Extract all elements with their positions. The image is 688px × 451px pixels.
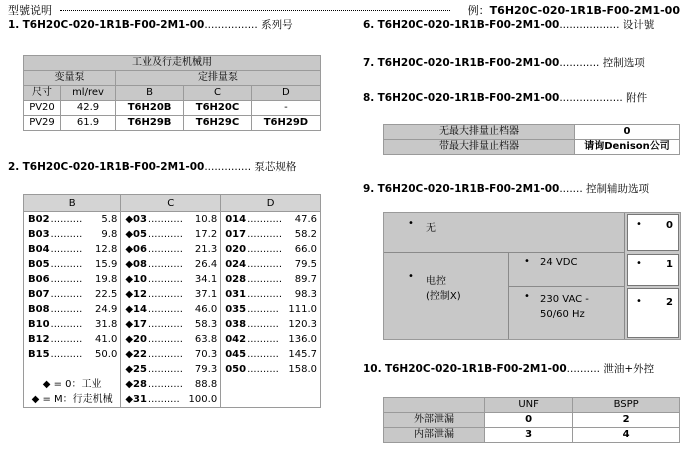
size-code: ◆25	[125, 364, 147, 375]
size-cell	[121, 212, 221, 228]
size-code: ◆31	[125, 394, 147, 405]
size-cell	[221, 302, 321, 317]
aux-elec-label: 电控	[426, 276, 446, 287]
leader-dots: ...........	[147, 214, 183, 225]
size-cell	[221, 227, 321, 242]
size-code: B07	[28, 289, 50, 300]
aux-none-label: 无	[426, 223, 436, 234]
aux-none-code: 0	[666, 220, 673, 231]
section-number: 8.	[363, 92, 375, 104]
section-code: T6H20C-020-1R1B-F00-2M1-00	[22, 161, 205, 173]
bullet-icon: •	[408, 271, 414, 282]
size-entry	[24, 212, 120, 227]
size-value: 63.8	[194, 334, 218, 345]
table-row	[24, 332, 321, 347]
fixed-pump-header: 定排量泵	[116, 71, 321, 86]
size-entry	[121, 392, 220, 407]
leader-dots: ...........	[147, 229, 183, 240]
aux-230v-code: 2	[666, 297, 673, 308]
size-code: ◆06	[125, 244, 147, 255]
leader-dots: ...........	[147, 334, 183, 345]
size-entry	[221, 302, 320, 317]
leader-dots: ...........	[247, 289, 283, 300]
size-cell	[221, 362, 321, 377]
table-row	[24, 242, 321, 257]
size-entry	[24, 272, 120, 287]
size-value: 5.8	[101, 214, 118, 225]
aux-24v-label: 24 VDC	[540, 257, 578, 268]
table-cell: T6H29D	[251, 116, 320, 131]
header-leader-dots	[60, 10, 450, 11]
sub-header: 尺寸	[24, 86, 61, 101]
header-title: 型號说明	[8, 4, 52, 17]
size-code: B06	[28, 274, 50, 285]
size-entry	[121, 317, 220, 332]
section-code: T6H20C-020-1R1B-F00-2M1-00	[377, 57, 560, 69]
section-dots: ...................	[559, 92, 623, 104]
size-value: 136.0	[288, 334, 317, 345]
size-entry	[24, 332, 120, 347]
size-code: B02	[28, 214, 50, 225]
size-entry	[221, 242, 320, 257]
table-cell: 请询Denison公司	[575, 140, 680, 155]
size-code: B15	[28, 349, 50, 360]
section-label: 设计號	[622, 19, 655, 31]
size-value: 98.3	[294, 289, 317, 300]
size-code: B12	[28, 334, 50, 345]
section-8-title	[363, 90, 647, 105]
size-entry	[221, 362, 320, 377]
table-row	[24, 272, 321, 287]
table-row	[24, 362, 321, 377]
section-10-title	[363, 361, 654, 376]
leader-dots: ...........	[147, 379, 183, 390]
size-cell	[121, 272, 221, 287]
size-entry	[121, 212, 220, 227]
leader-dots: ...........	[147, 364, 183, 375]
section-code: T6H20C-020-1R1B-F00-2M1-00	[377, 183, 560, 195]
size-cell	[221, 332, 321, 347]
size-code: B08	[28, 304, 50, 315]
size-cell	[121, 332, 221, 347]
section-number: 10.	[363, 363, 382, 375]
size-value: 21.3	[194, 244, 218, 255]
section-7-title	[363, 55, 645, 70]
size-code: ◆12	[125, 289, 147, 300]
leader-dots: ..........	[50, 214, 83, 225]
table-row	[384, 125, 680, 140]
section-9-title	[363, 181, 649, 196]
bullet-icon: •	[636, 219, 642, 230]
size-code: 020	[225, 244, 247, 255]
table-row	[24, 377, 321, 392]
header-example-prefix: 例：	[467, 4, 490, 17]
size-value: 26.4	[194, 259, 218, 270]
drain-table	[383, 397, 680, 443]
size-entry	[121, 302, 220, 317]
size-entry	[121, 377, 220, 392]
size-code: 050	[225, 364, 247, 375]
section-number: 7.	[363, 57, 375, 69]
size-value: 46.0	[194, 304, 218, 315]
size-cell	[24, 347, 121, 362]
size-entry	[221, 227, 320, 242]
section-dots: ............	[559, 57, 600, 69]
size-entry	[121, 362, 220, 377]
drain-header-bspp: BSPP	[573, 398, 680, 413]
table-cell: 61.9	[61, 116, 116, 131]
size-cell	[121, 227, 221, 242]
sub-header: ml/rev	[61, 86, 116, 101]
size-value: 158.0	[288, 364, 317, 375]
size-cell	[24, 272, 121, 287]
table-row	[24, 257, 321, 272]
table-row	[24, 302, 321, 317]
size-cell	[121, 317, 221, 332]
size-entry	[221, 317, 320, 332]
size-entry	[221, 332, 320, 347]
size-code: ◆14	[125, 304, 147, 315]
section-number: 1.	[8, 19, 20, 31]
header-example-code: T6H20C-020-1R1B-F00-2M1-00	[489, 4, 680, 17]
leader-dots: ..........	[50, 349, 83, 360]
section-number: 6.	[363, 19, 375, 31]
size-entry	[121, 257, 220, 272]
size-value: 22.5	[95, 289, 118, 300]
leader-dots: ...........	[147, 319, 183, 330]
size-cell	[24, 302, 121, 317]
leader-dots: ...........	[147, 289, 183, 300]
leader-dots: ..........	[147, 394, 180, 405]
leader-dots: ..........	[247, 364, 279, 375]
sub-header: C	[184, 86, 252, 101]
series-table-title: 工业及行走机械用	[24, 56, 321, 71]
table-cell: 内部泄漏	[384, 428, 485, 443]
size-entry	[221, 272, 320, 287]
section-label: 控制辅助选项	[586, 183, 650, 195]
section-1-title	[8, 17, 293, 32]
stop-table	[383, 124, 680, 155]
size-table	[23, 194, 321, 408]
table-row	[24, 392, 321, 408]
size-value: 47.6	[294, 214, 317, 225]
size-value: 79.5	[294, 259, 317, 270]
size-value: 9.8	[101, 229, 118, 240]
size-value: 58.3	[194, 319, 218, 330]
aux-control-table	[383, 212, 681, 340]
legend-note: ◆ = M：行走机械	[24, 392, 121, 408]
leader-dots: ..........	[50, 229, 83, 240]
size-cell	[121, 257, 221, 272]
size-code: 035	[225, 304, 247, 315]
section-code: T6H20C-020-1R1B-F00-2M1-00	[22, 19, 205, 31]
size-entry	[24, 287, 120, 302]
size-entry	[221, 347, 320, 362]
table-cell: PV20	[24, 101, 61, 116]
sub-header: B	[116, 86, 184, 101]
size-value: 120.3	[288, 319, 317, 330]
leader-dots: ..........	[247, 349, 279, 360]
size-value: 100.0	[188, 394, 218, 405]
size-value: 12.8	[95, 244, 118, 255]
aux-24v-code-box	[627, 254, 679, 286]
size-code: 042	[225, 334, 247, 345]
table-row	[24, 116, 321, 131]
section-dots: ..............	[204, 161, 252, 173]
section-dots: .......	[559, 183, 583, 195]
leader-dots: ..........	[50, 244, 83, 255]
bullet-icon: •	[524, 256, 530, 267]
aux-230v-cell	[509, 287, 625, 339]
size-code: B03	[28, 229, 50, 240]
size-value: 145.7	[288, 349, 317, 360]
size-code: ◆20	[125, 334, 147, 345]
table-row	[384, 140, 680, 155]
header-example	[468, 2, 680, 18]
size-code: 045	[225, 349, 247, 360]
aux-24v-cell	[509, 253, 625, 287]
size-code: 024	[225, 259, 247, 270]
size-code: B10	[28, 319, 50, 330]
section-dots: ..................	[559, 19, 620, 31]
size-code: 028	[225, 274, 247, 285]
size-entry	[24, 317, 120, 332]
empty-cell	[24, 362, 121, 377]
table-cell: 无最大排量止档器	[384, 125, 575, 140]
table-cell: T6H29B	[116, 116, 184, 131]
var-pump-header: 变量泵	[24, 71, 116, 86]
section-number: 2.	[8, 161, 20, 173]
drain-header-blank	[384, 398, 485, 413]
leader-dots: ..........	[50, 319, 83, 330]
section-dots: ..........	[566, 363, 601, 375]
leader-dots: ...........	[147, 274, 183, 285]
size-code: ◆10	[125, 274, 147, 285]
table-cell: PV29	[24, 116, 61, 131]
sub-header: D	[251, 86, 320, 101]
legend-note: ◆ = 0：工业	[24, 377, 121, 392]
size-entry	[121, 347, 220, 362]
size-value: 89.7	[294, 274, 317, 285]
leader-dots: ...........	[147, 304, 183, 315]
leader-dots: ..........	[247, 334, 279, 345]
aux-230v-label: 230 VAC - 50/60 Hz	[540, 294, 589, 320]
aux-elec-sub: (控制X)	[426, 291, 461, 302]
size-cell	[24, 227, 121, 242]
section-label: 控制选项	[602, 57, 645, 69]
section-dots: ................	[204, 19, 258, 31]
size-code: 038	[225, 319, 247, 330]
bullet-icon: •	[636, 258, 642, 269]
size-entry	[121, 287, 220, 302]
aux-230v-code-box	[627, 288, 679, 338]
table-cell: 4	[573, 428, 680, 443]
size-code: 014	[225, 214, 247, 225]
size-code: ◆28	[125, 379, 147, 390]
size-code: ◆03	[125, 214, 147, 225]
table-cell: T6H20B	[116, 101, 184, 116]
leader-dots: ...........	[247, 214, 283, 225]
size-value: 70.3	[194, 349, 218, 360]
aux-elec-cell	[384, 253, 509, 339]
size-value: 50.0	[95, 349, 118, 360]
leader-dots: ...........	[247, 229, 283, 240]
size-code: 017	[225, 229, 247, 240]
leader-dots: ...........	[147, 259, 183, 270]
size-entry	[221, 212, 320, 227]
size-code: B04	[28, 244, 50, 255]
leader-dots: ...........	[247, 259, 283, 270]
size-entry	[221, 257, 320, 272]
section-number: 9.	[363, 183, 375, 195]
aux-none-cell	[384, 213, 625, 253]
size-cell	[24, 317, 121, 332]
table-cell: 42.9	[61, 101, 116, 116]
section-label: 附件	[626, 92, 648, 104]
empty-cell	[221, 392, 321, 408]
empty-cell	[221, 377, 321, 392]
size-cell	[221, 257, 321, 272]
leader-dots: ...........	[247, 274, 283, 285]
bullet-icon: •	[636, 296, 642, 307]
size-value: 10.8	[194, 214, 218, 225]
table-row	[384, 428, 680, 443]
size-value: 24.9	[95, 304, 118, 315]
page-header	[8, 2, 680, 15]
size-code: ◆05	[125, 229, 147, 240]
size-cell	[121, 302, 221, 317]
size-value: 17.2	[194, 229, 218, 240]
table-cell: T6H29C	[184, 116, 252, 131]
table-cell: T6H20C	[184, 101, 252, 116]
size-entry	[24, 257, 120, 272]
size-code: B05	[28, 259, 50, 270]
size-cell	[121, 362, 221, 377]
section-label: 泵芯规格	[254, 161, 297, 173]
size-code: ◆22	[125, 349, 147, 360]
leader-dots: ..........	[50, 259, 83, 270]
size-value: 15.9	[95, 259, 118, 270]
table-row	[24, 287, 321, 302]
bullet-icon: •	[524, 291, 530, 302]
section-label: 泄油+外控	[603, 363, 655, 375]
leader-dots: ..........	[50, 289, 83, 300]
size-header-b: B	[24, 195, 121, 212]
leader-dots: ..........	[247, 304, 279, 315]
size-entry	[121, 227, 220, 242]
size-value: 19.8	[95, 274, 118, 285]
size-entry	[24, 302, 120, 317]
leader-dots: ..........	[50, 334, 83, 345]
aux-none-code-box	[627, 214, 679, 251]
size-cell	[221, 272, 321, 287]
size-value: 31.8	[95, 319, 118, 330]
size-value: 79.3	[194, 364, 218, 375]
size-entry	[24, 347, 120, 362]
leader-dots: ...........	[247, 244, 283, 255]
table-row	[24, 212, 321, 228]
size-value: 34.1	[194, 274, 218, 285]
leader-dots: ..........	[50, 274, 83, 285]
size-value: 66.0	[294, 244, 317, 255]
size-cell	[24, 287, 121, 302]
table-cell: -	[251, 101, 320, 116]
leader-dots: ..........	[50, 304, 83, 315]
leader-dots: ...........	[147, 244, 183, 255]
size-cell	[24, 212, 121, 228]
size-cell	[221, 317, 321, 332]
aux-24v-code: 1	[666, 259, 673, 270]
table-row	[384, 413, 680, 428]
table-row	[24, 101, 321, 116]
size-entry	[221, 287, 320, 302]
size-entry	[121, 272, 220, 287]
size-cell	[221, 242, 321, 257]
table-cell: 3	[485, 428, 573, 443]
size-cell	[221, 287, 321, 302]
size-value: 37.1	[194, 289, 218, 300]
size-value: 58.2	[294, 229, 317, 240]
bullet-icon: •	[408, 218, 414, 229]
size-cell	[24, 242, 121, 257]
table-row	[24, 227, 321, 242]
size-header-d: D	[221, 195, 321, 212]
size-code: ◆08	[125, 259, 147, 270]
leader-dots: ..........	[247, 319, 279, 330]
leader-dots: ...........	[147, 349, 183, 360]
table-cell: 外部泄漏	[384, 413, 485, 428]
section-code: T6H20C-020-1R1B-F00-2M1-00	[377, 19, 560, 31]
size-value: 88.8	[194, 379, 218, 390]
size-entry	[24, 242, 120, 257]
table-cell: 0	[575, 125, 680, 140]
series-table	[23, 55, 321, 131]
size-cell	[121, 287, 221, 302]
size-cell	[221, 347, 321, 362]
size-cell	[24, 332, 121, 347]
section-label: 系列号	[261, 19, 293, 31]
size-code: ◆17	[125, 319, 147, 330]
size-cell	[121, 347, 221, 362]
section-2-title	[8, 159, 296, 174]
size-value: 111.0	[288, 304, 317, 315]
table-cell: 带最大排量止档器	[384, 140, 575, 155]
size-cell	[121, 392, 221, 408]
size-header-c: C	[121, 195, 221, 212]
section-code: T6H20C-020-1R1B-F00-2M1-00	[377, 92, 560, 104]
section-code: T6H20C-020-1R1B-F00-2M1-00	[384, 363, 567, 375]
size-cell	[221, 212, 321, 228]
table-cell: 2	[573, 413, 680, 428]
size-entry	[121, 242, 220, 257]
size-entry	[121, 332, 220, 347]
table-row	[24, 347, 321, 362]
size-cell	[121, 242, 221, 257]
table-cell: 0	[485, 413, 573, 428]
size-cell	[24, 257, 121, 272]
table-row	[24, 317, 321, 332]
size-entry	[24, 227, 120, 242]
size-cell	[121, 377, 221, 392]
section-6-title	[363, 17, 654, 32]
size-value: 41.0	[95, 334, 118, 345]
size-code: 031	[225, 289, 247, 300]
drain-header-unf: UNF	[485, 398, 573, 413]
